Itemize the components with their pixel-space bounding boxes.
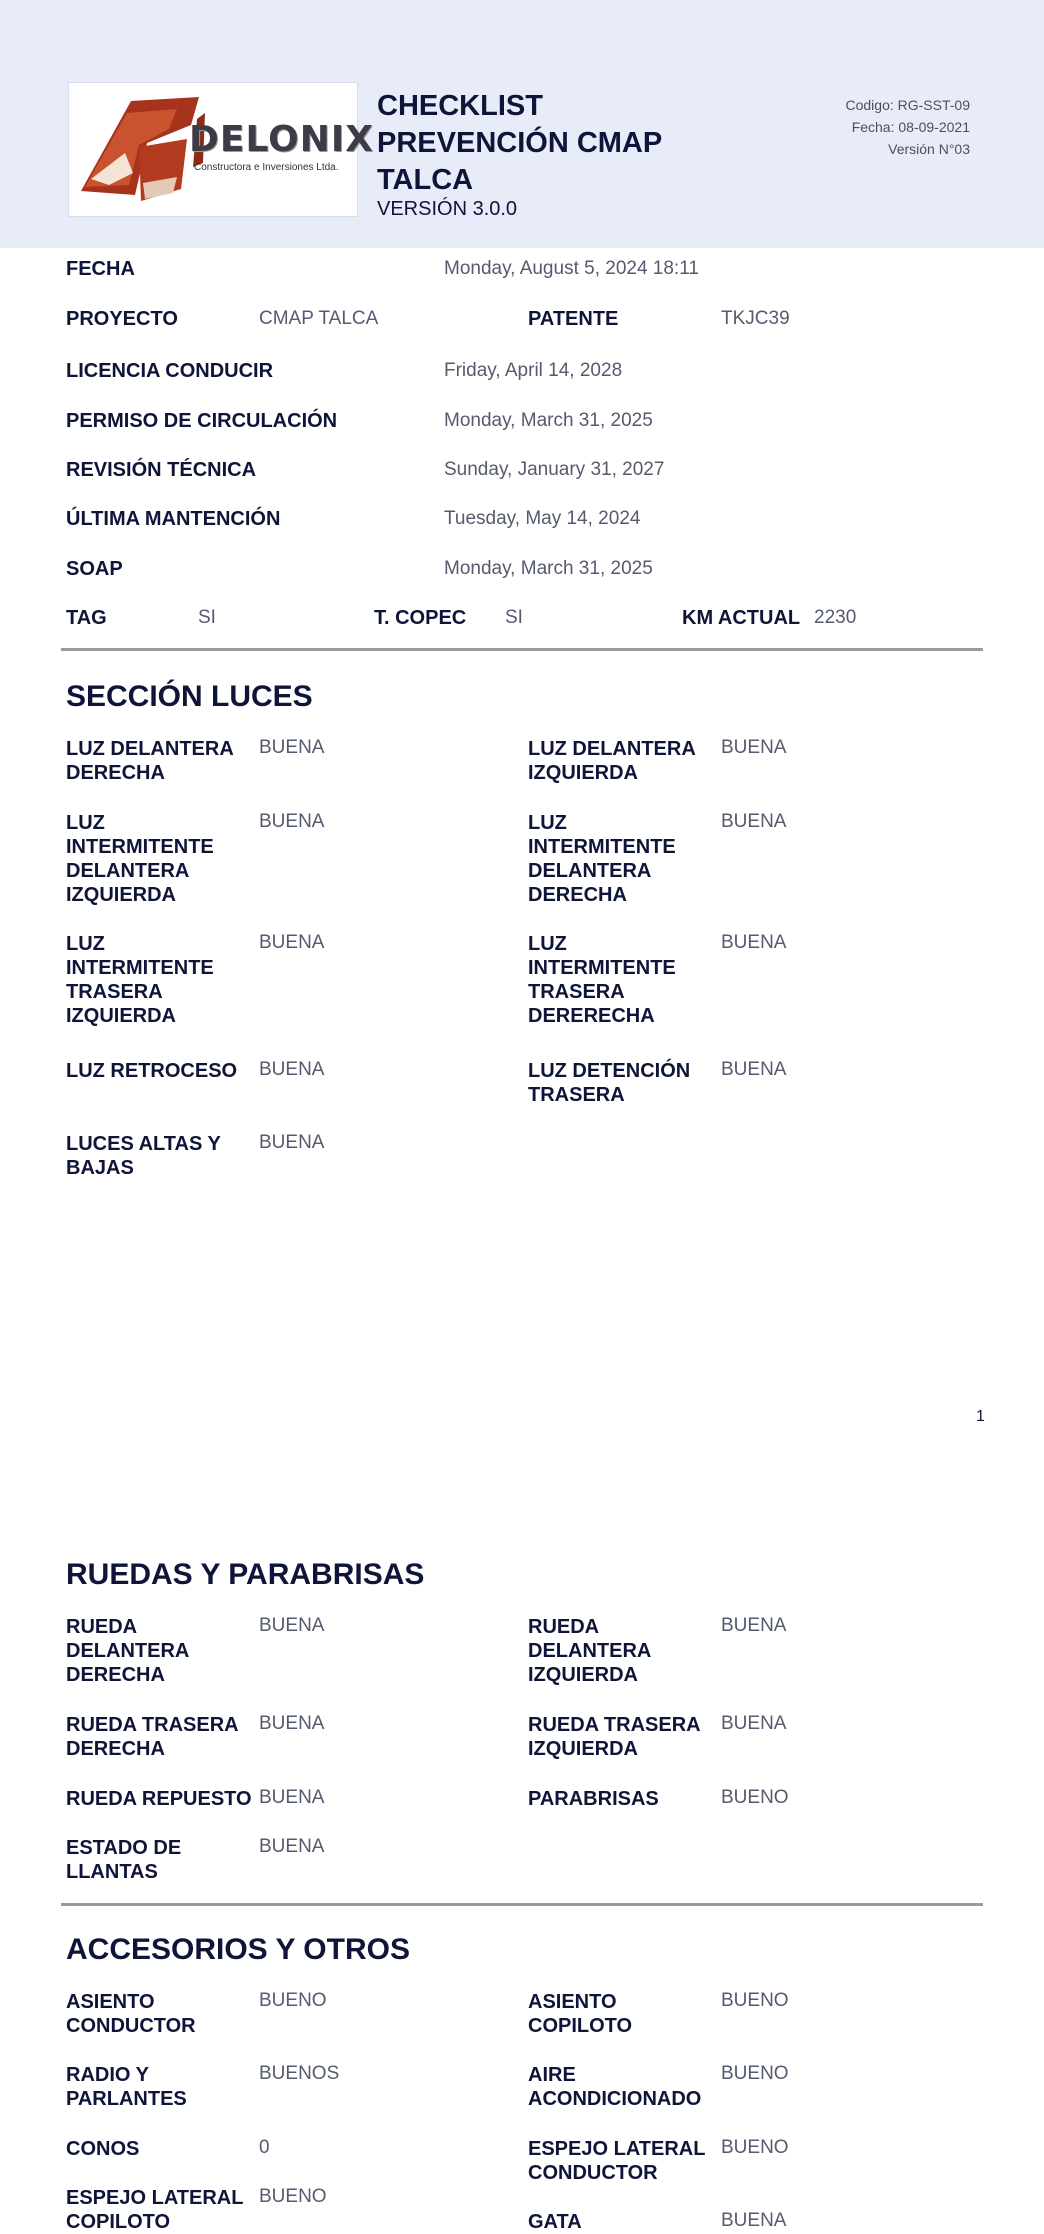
tag-label: TAG bbox=[66, 607, 107, 629]
ruedas-item-value: BUENA bbox=[259, 1836, 325, 1857]
accesorios-item-value: 0 bbox=[259, 2137, 270, 2158]
ruedas-item-value: BUENA bbox=[259, 1615, 325, 1636]
ruedas-section-title: RUEDAS Y PARABRISAS bbox=[66, 1558, 425, 1591]
accesorios-item-label: RADIO Y PARLANTES bbox=[66, 2064, 187, 2110]
accesorios-section-title: ACCESORIOS Y OTROS bbox=[66, 1933, 410, 1966]
accesorios-item-value: BUENO bbox=[721, 2063, 789, 2084]
ruedas-item-label: ESTADO DE LLANTAS bbox=[66, 1837, 182, 1883]
document-meta bbox=[846, 94, 971, 160]
luces-item-label: LUZ DELANTERA IZQUIERDA bbox=[528, 738, 696, 784]
ruedas-item-label: RUEDA TRASERA DERECHA bbox=[66, 1714, 238, 1760]
luces-item-label: LUZ RETROCESO bbox=[66, 1060, 238, 1082]
patente-label: PATENTE bbox=[528, 308, 619, 330]
section-divider bbox=[61, 1903, 983, 1906]
accesorios-item-label: ASIENTO COPILOTO bbox=[528, 1991, 633, 2037]
document-version: VERSIÓN 3.0.0 bbox=[377, 198, 518, 220]
logo-tagline: Constructora e Inversiones Ltda. bbox=[194, 162, 339, 173]
luces-item-value: BUENA bbox=[721, 737, 787, 758]
accesorios-item-label: GATA bbox=[528, 2211, 582, 2233]
ruedas-item-value: BUENA bbox=[259, 1787, 325, 1808]
ruedas-item-value: BUENA bbox=[721, 1615, 787, 1636]
doc-code: Codigo: RG-SST-09 bbox=[845, 97, 970, 113]
mantencion-label: ÚLTIMA MANTENCIÓN bbox=[66, 508, 281, 530]
document-header bbox=[0, 0, 1044, 248]
luces-item-label: LUZ INTERMITENTE DELANTERA IZQUIERDA bbox=[66, 812, 214, 906]
km-value: 2230 bbox=[814, 607, 857, 628]
luces-item-value: BUENA bbox=[721, 932, 787, 953]
luces-item-value: BUENA bbox=[721, 1059, 787, 1080]
luces-item-label: LUZ INTERMITENTE TRASERA IZQUIERDA bbox=[66, 933, 214, 1027]
fecha-label: FECHA bbox=[66, 258, 135, 280]
patente-value: TKJC39 bbox=[721, 308, 790, 329]
section-divider bbox=[61, 648, 983, 651]
ruedas-item-label: RUEDA REPUESTO bbox=[66, 1788, 252, 1810]
km-label: KM ACTUAL bbox=[682, 607, 801, 629]
proyecto-value: CMAP TALCA bbox=[259, 308, 379, 329]
luces-item-value: BUENA bbox=[721, 811, 787, 832]
soap-value: Monday, March 31, 2025 bbox=[444, 558, 653, 579]
accesorios-item-label: ASIENTO CONDUCTOR bbox=[66, 1991, 196, 2037]
luces-item-label: LUZ INTERMITENTE DELANTERA DERECHA bbox=[528, 812, 676, 906]
soap-label: SOAP bbox=[66, 558, 123, 580]
accesorios-item-value: BUENOS bbox=[259, 2063, 340, 2084]
licencia-label: LICENCIA CONDUCIR bbox=[66, 360, 274, 382]
accesorios-item-value: BUENA bbox=[721, 2210, 787, 2231]
accesorios-item-label: CONOS bbox=[66, 2138, 140, 2160]
document-title: CHECKLIST PREVENCIÓN CMAP TALCA bbox=[377, 90, 662, 196]
ruedas-item-label: RUEDA DELANTERA DERECHA bbox=[66, 1616, 189, 1686]
permiso-label: PERMISO DE CIRCULACIÓN bbox=[66, 410, 338, 432]
revision-label: REVISIÓN TÉCNICA bbox=[66, 459, 257, 481]
accesorios-item-value: BUENO bbox=[721, 2137, 789, 2158]
copec-label: T. COPEC bbox=[374, 607, 467, 629]
luces-item-value: BUENA bbox=[259, 1059, 325, 1080]
doc-date: Fecha: 08-09-2021 bbox=[851, 119, 970, 135]
luces-item-label: LUCES ALTAS Y BAJAS bbox=[66, 1133, 221, 1179]
accesorios-item-label: ESPEJO LATERAL COPILOTO bbox=[66, 2187, 244, 2233]
ruedas-item-label: PARABRISAS bbox=[528, 1788, 659, 1810]
luces-item-value: BUENA bbox=[259, 811, 325, 832]
accesorios-item-value: BUENO bbox=[259, 2186, 327, 2207]
doc-version-number: Versión N°03 bbox=[888, 141, 970, 157]
accesorios-item-label: ESPEJO LATERAL CONDUCTOR bbox=[528, 2138, 706, 2184]
accesorios-item-label: AIRE ACONDICIONADO bbox=[528, 2064, 702, 2110]
luces-item-label: LUZ DELANTERA DERECHA bbox=[66, 738, 234, 784]
company-logo bbox=[68, 82, 375, 217]
revision-value: Sunday, January 31, 2027 bbox=[444, 459, 665, 480]
luces-section-title: SECCIÓN LUCES bbox=[66, 680, 313, 713]
ruedas-item-value: BUENA bbox=[721, 1713, 787, 1734]
ruedas-item-value: BUENA bbox=[259, 1713, 325, 1734]
fecha-value: Monday, August 5, 2024 18:11 bbox=[444, 258, 699, 279]
luces-item-label: LUZ INTERMITENTE TRASERA DERERECHA bbox=[528, 933, 676, 1027]
tag-value: SI bbox=[198, 607, 216, 628]
permiso-value: Monday, March 31, 2025 bbox=[444, 410, 653, 431]
mantencion-value: Tuesday, May 14, 2024 bbox=[444, 508, 641, 529]
page-number: 1 bbox=[976, 1408, 985, 1425]
licencia-value: Friday, April 14, 2028 bbox=[444, 360, 623, 381]
luces-item-label: LUZ DETENCIÓN TRASERA bbox=[528, 1060, 691, 1106]
luces-item-value: BUENA bbox=[259, 1132, 325, 1153]
copec-value: SI bbox=[505, 607, 523, 628]
luces-item-value: BUENA bbox=[259, 932, 325, 953]
ruedas-item-value: BUENO bbox=[721, 1787, 789, 1808]
logo-name: DELONIX bbox=[189, 119, 375, 160]
luces-item-value: BUENA bbox=[259, 737, 325, 758]
ruedas-item-label: RUEDA DELANTERA IZQUIERDA bbox=[528, 1616, 651, 1686]
proyecto-label: PROYECTO bbox=[66, 308, 178, 330]
accesorios-item-value: BUENO bbox=[259, 1990, 327, 2011]
accesorios-item-value: BUENO bbox=[721, 1990, 789, 2011]
ruedas-item-label: RUEDA TRASERA IZQUIERDA bbox=[528, 1714, 700, 1760]
